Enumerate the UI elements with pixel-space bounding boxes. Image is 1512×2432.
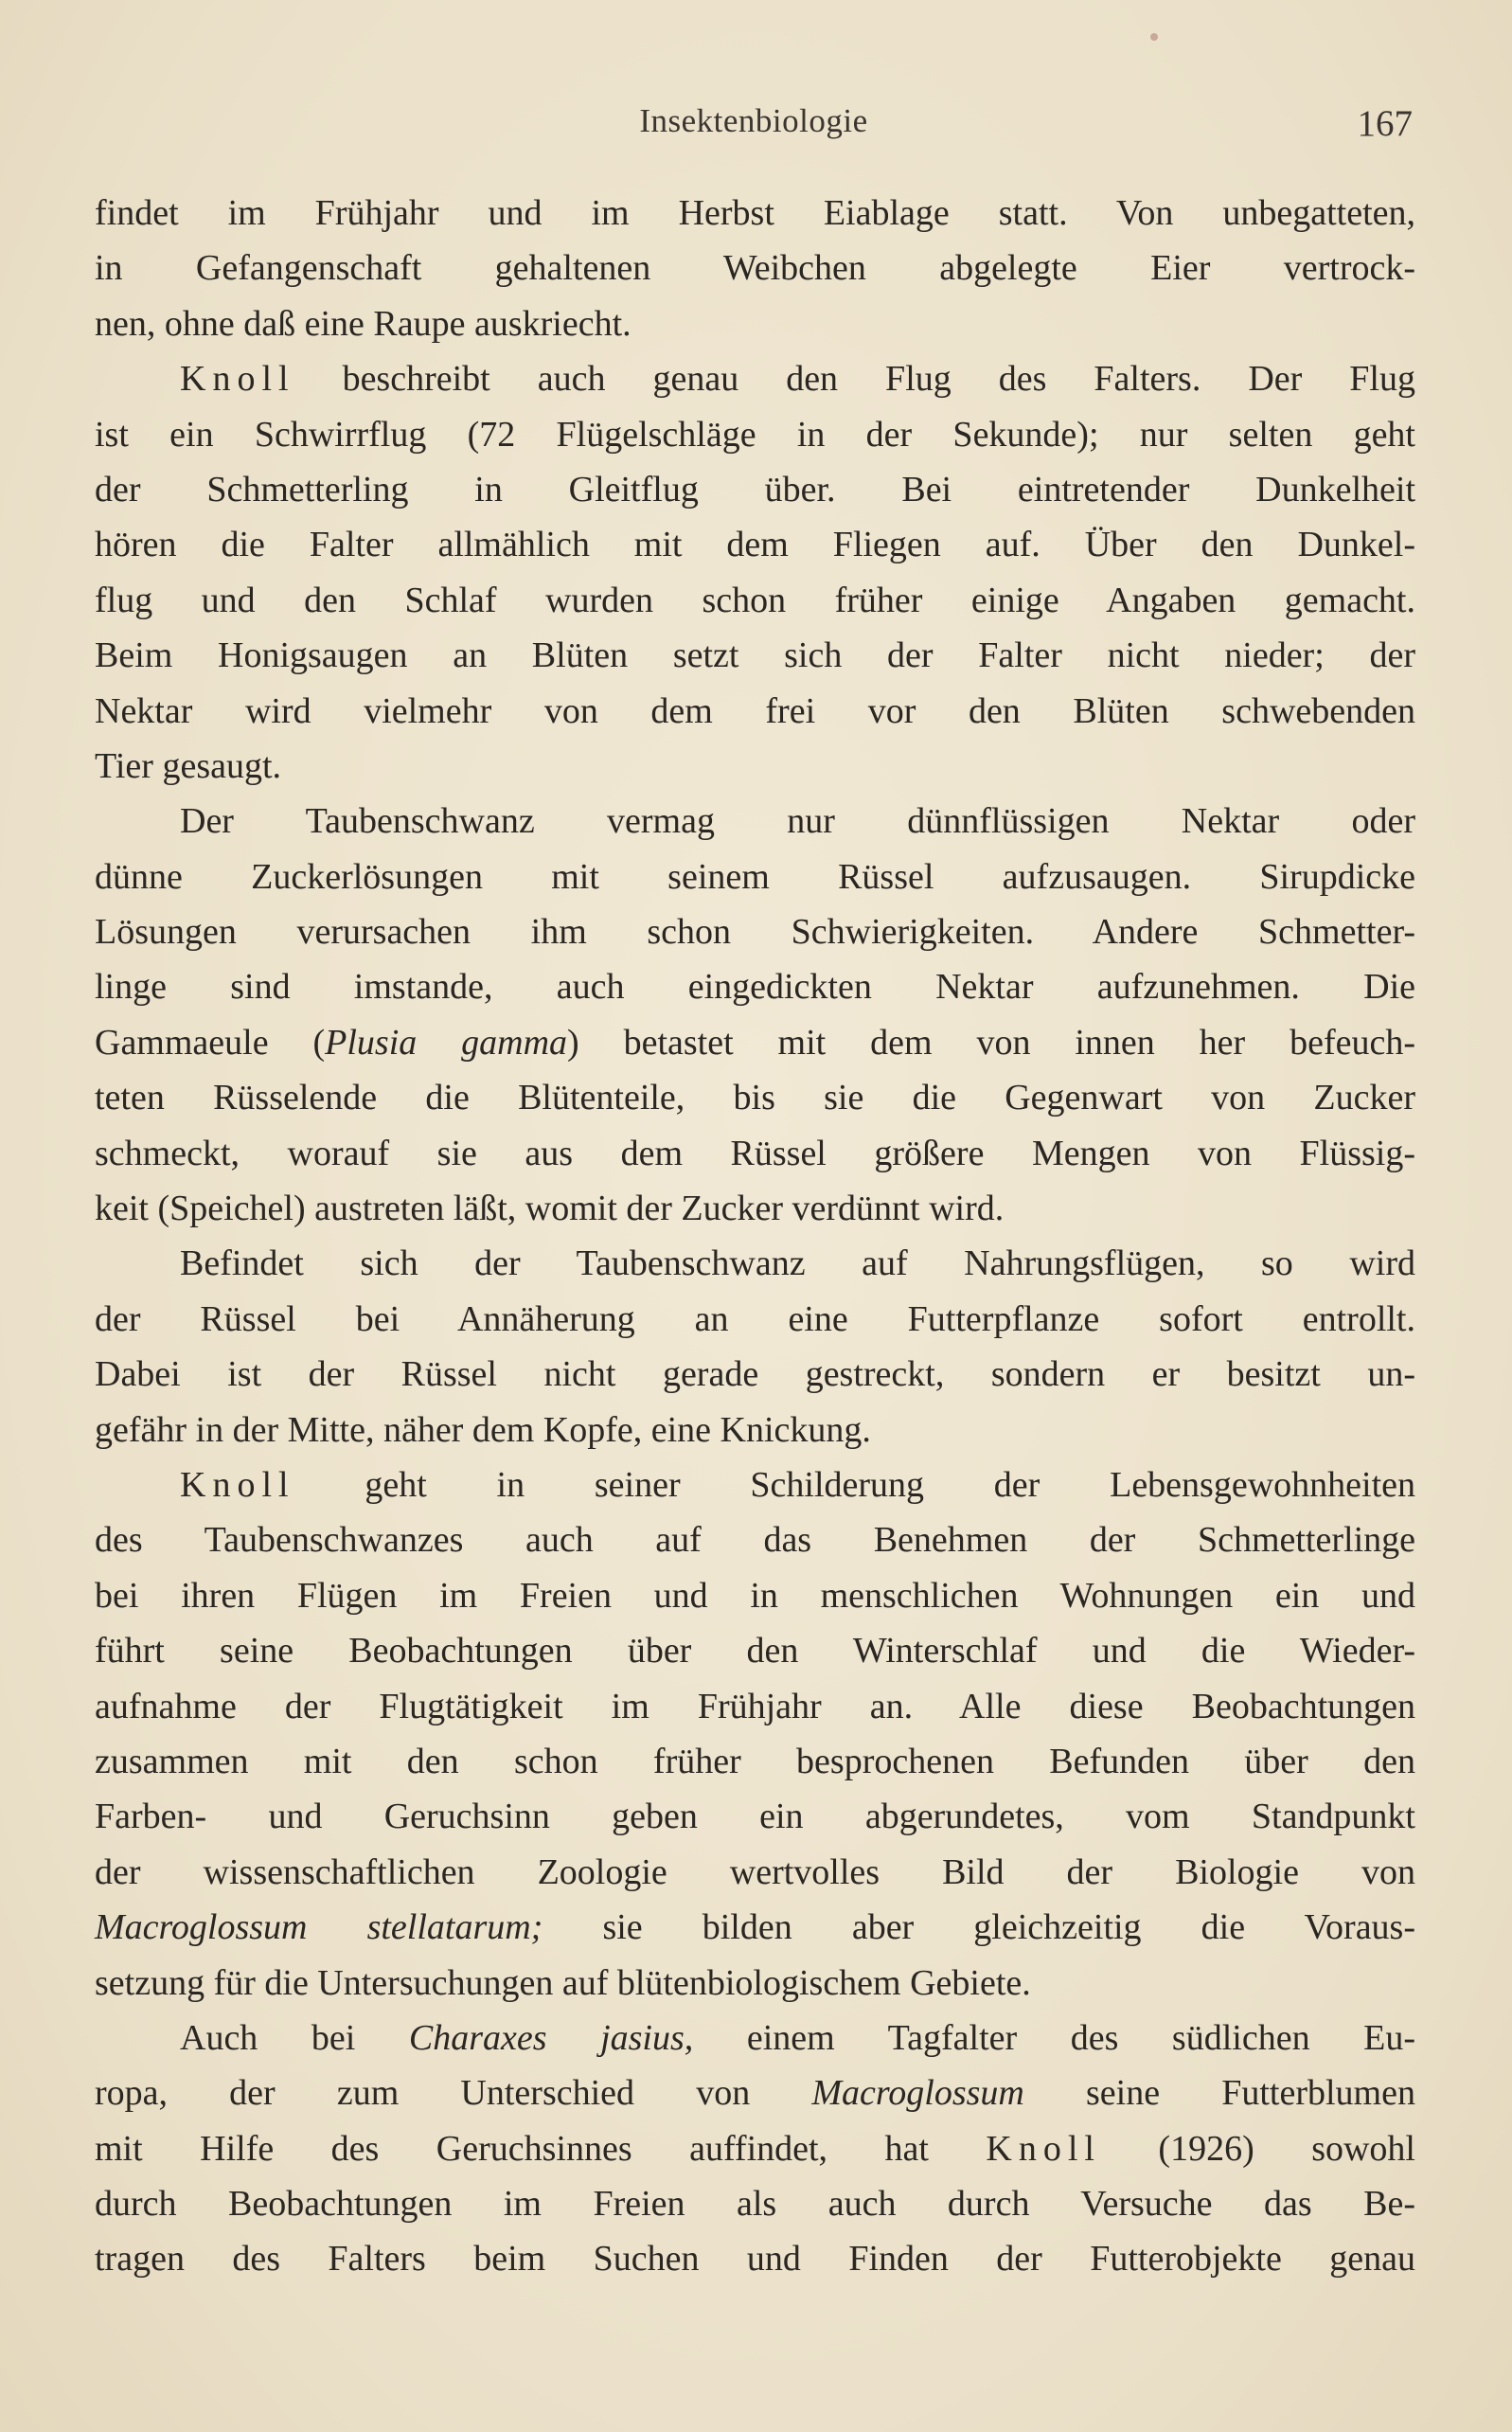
text-line: der Schmetterling in Gleitflug über. Bei eintretender Dunkelheit (95, 469, 1415, 510)
text-line: findet im Frühjahr und im Herbst Eiablage statt. Von unbegatteten, (95, 193, 1415, 233)
text-line: Knoll geht in seiner Schilderung der Lebensgewohnheiten (180, 1464, 1415, 1505)
running-title: Insektenbiologie (639, 102, 868, 139)
text-line: führt seine Beobachtungen über den Winterschlaf und die Wieder- (95, 1631, 1415, 1672)
text-line: Farben- und Geruchsinn geben ein abgerundetes, vom Standpunkt (95, 1797, 1415, 1837)
text-lines (95, 186, 1415, 2287)
text-line: durch Beobachtungen im Freien als auch durch Versuche das Be- (95, 2184, 1415, 2225)
text-line: des Taubenschwanzes auch auf das Benehmen der Schmetterlinge (95, 1520, 1415, 1561)
text-line: Auch bei Charaxes jasius, einem Tagfalter des südlichen Eu- (180, 2017, 1415, 2058)
text-line: ist ein Schwirrflug (72 Flügelschläge in der Sekunde); nur selten geht (95, 414, 1415, 455)
text-line: der wissenschaftlichen Zoologie wertvolles Bild der Biologie von (95, 1851, 1415, 1892)
text-line: Befindet sich der Taubenschwanz auf Nahrungsflügen, so wird (180, 1243, 1415, 1284)
text-line: dünne Zuckerlösungen mit seinem Rüssel aufzusaugen. Sirupdicke (95, 856, 1415, 897)
text-line: hören die Falter allmählich mit dem Fliegen auf. Über den Dunkel- (95, 525, 1415, 565)
text-line: setzung für die Untersuchungen auf blütenbiologischem Gebiete. (95, 1962, 1031, 2003)
text-line: linge sind imstande, auch eingedickten Nektar aufzunehmen. Die (95, 967, 1415, 1008)
text-line: Beim Honigsaugen an Blüten setzt sich der Falter nicht nieder; der (95, 635, 1415, 676)
text-line: Der Taubenschwanz vermag nur dünnflüssigen Nektar oder (180, 801, 1415, 842)
text-line: tragen des Falters beim Suchen und Finden der Futterobjekte genau (95, 2239, 1415, 2280)
page-header (95, 102, 1413, 150)
text-line: ropa, der zum Unterschied von Macroglossum seine Futterblumen (95, 2073, 1415, 2114)
text-line: zusammen mit den schon früher besprochenen Befunden über den (95, 1741, 1415, 1781)
text-line: Macroglossum stellatarum; sie bilden aber gleichzeitig die Voraus- (95, 1907, 1415, 1948)
text-line: Tier gesaugt. (95, 745, 282, 786)
text-line: Knoll beschreibt auch genau den Flug des Falters. Der Flug (180, 359, 1415, 400)
text-line: bei ihren Flügen im Freien und in menschlichen Wohnungen ein und (95, 1575, 1415, 1616)
paper-speck (1150, 33, 1158, 41)
text-line: gefähr in der Mitte, näher dem Kopfe, eine Knickung. (95, 1409, 871, 1450)
text-line: keit (Speichel) austreten läßt, womit der Zucker verdünnt wird. (95, 1189, 1005, 1229)
text-line: der Rüssel bei Annäherung an eine Futterpflanze sofort entrollt. (95, 1298, 1415, 1339)
text-line: schmeckt, worauf sie aus dem Rüssel größere Mengen von Flüssig- (95, 1133, 1415, 1173)
text-line: Nektar wird vielmehr von dem frei vor den Blüten schwebenden (95, 690, 1415, 731)
text-line: nen, ohne daß eine Raupe auskriecht. (95, 303, 631, 344)
text-line: aufnahme der Flugtätigkeit im Frühjahr an. Alle diese Beobachtungen (95, 1686, 1415, 1726)
text-line: Dabei ist der Rüssel nicht gerade gestreckt, sondern er besitzt un- (95, 1354, 1415, 1395)
page-number: 167 (1357, 103, 1413, 144)
text-line: flug und den Schlaf wurden schon früher einige Angaben gemacht. (95, 580, 1415, 620)
text-line: in Gefangenschaft gehaltenen Weibchen abgelegte Eier vertrock- (95, 248, 1415, 289)
text-line: Lösungen verursachen ihm schon Schwierigkeiten. Andere Schmetter- (95, 912, 1415, 953)
text-line: teten Rüsselende die Blütenteile, bis sie die Gegenwart von Zucker (95, 1078, 1415, 1118)
text-line: mit Hilfe des Geruchsinnes auffindet, hat Knoll (1926) sowohl (95, 2128, 1415, 2169)
body-text (95, 186, 1415, 2287)
text-line: Gammaeule (Plusia gamma) betastet mit dem von innen her befeuch- (95, 1022, 1416, 1063)
